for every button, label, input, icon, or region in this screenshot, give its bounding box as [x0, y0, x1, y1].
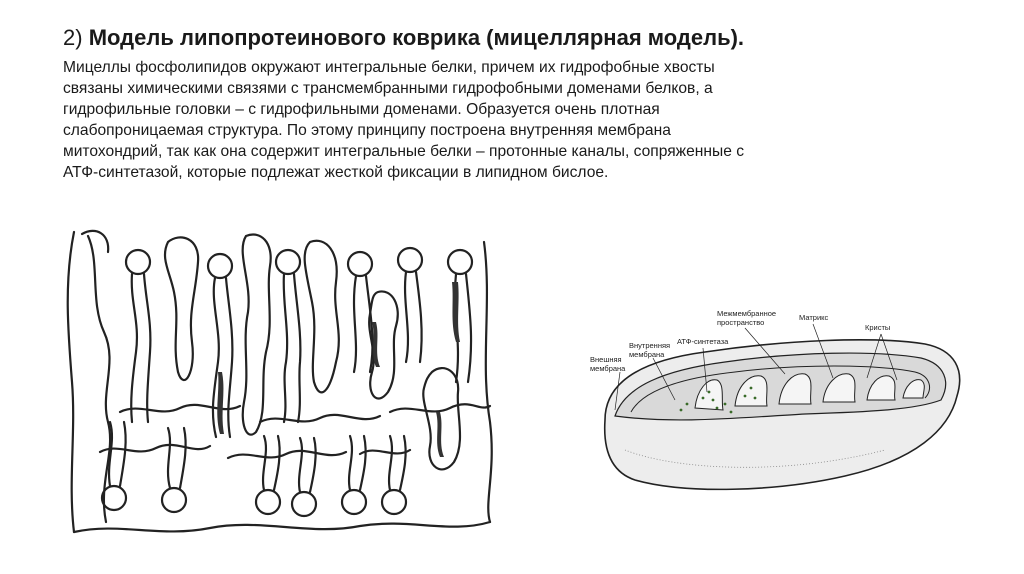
body-line: митохондрий, так как она содержит интегральные белки – протонные каналы, сопряженные с [63, 143, 744, 160]
mitochondrion-diagram [585, 300, 970, 500]
label-inner-membrane-2: мембрана [629, 350, 665, 359]
label-atp-synthase: АТФ-синтетаза [677, 337, 729, 346]
label-outer-membrane-1: Внешняя [590, 355, 622, 364]
label-inner-membrane-1: Внутренняя [629, 341, 671, 350]
label-outer-membrane-2: мембрана [590, 364, 626, 373]
title-number: 2) [63, 25, 83, 50]
label-intermembrane-1: Межмембранное [717, 309, 777, 318]
body-line: гидрофильные головки – с гидрофильными доменами. Образуется очень плотная [63, 101, 660, 118]
micelle-model-drawing [60, 222, 500, 548]
title-text: Модель липопротеинового коврика (мицеллярная модель). [88, 25, 745, 50]
body-line: связаны химическими связями с трансмембранными гидрофобными доменами белков, а [63, 80, 713, 97]
body-line: АТФ-синтетазой, которые подлежат жесткой фиксации в липидном бислое. [63, 164, 609, 181]
body-line: слабопроницаемая структура. По этому принципу построена внутренняя мембрана [63, 122, 671, 139]
label-cristae: Кристы [865, 323, 891, 332]
label-matrix: Матрикс [799, 313, 829, 322]
body-paragraph [63, 57, 943, 183]
slide-title [63, 24, 963, 52]
body-line: Мицеллы фосфолипидов окружают интегральные белки, причем их гидрофобные хвосты [63, 59, 715, 76]
label-intermembrane-2: пространство [717, 318, 765, 327]
